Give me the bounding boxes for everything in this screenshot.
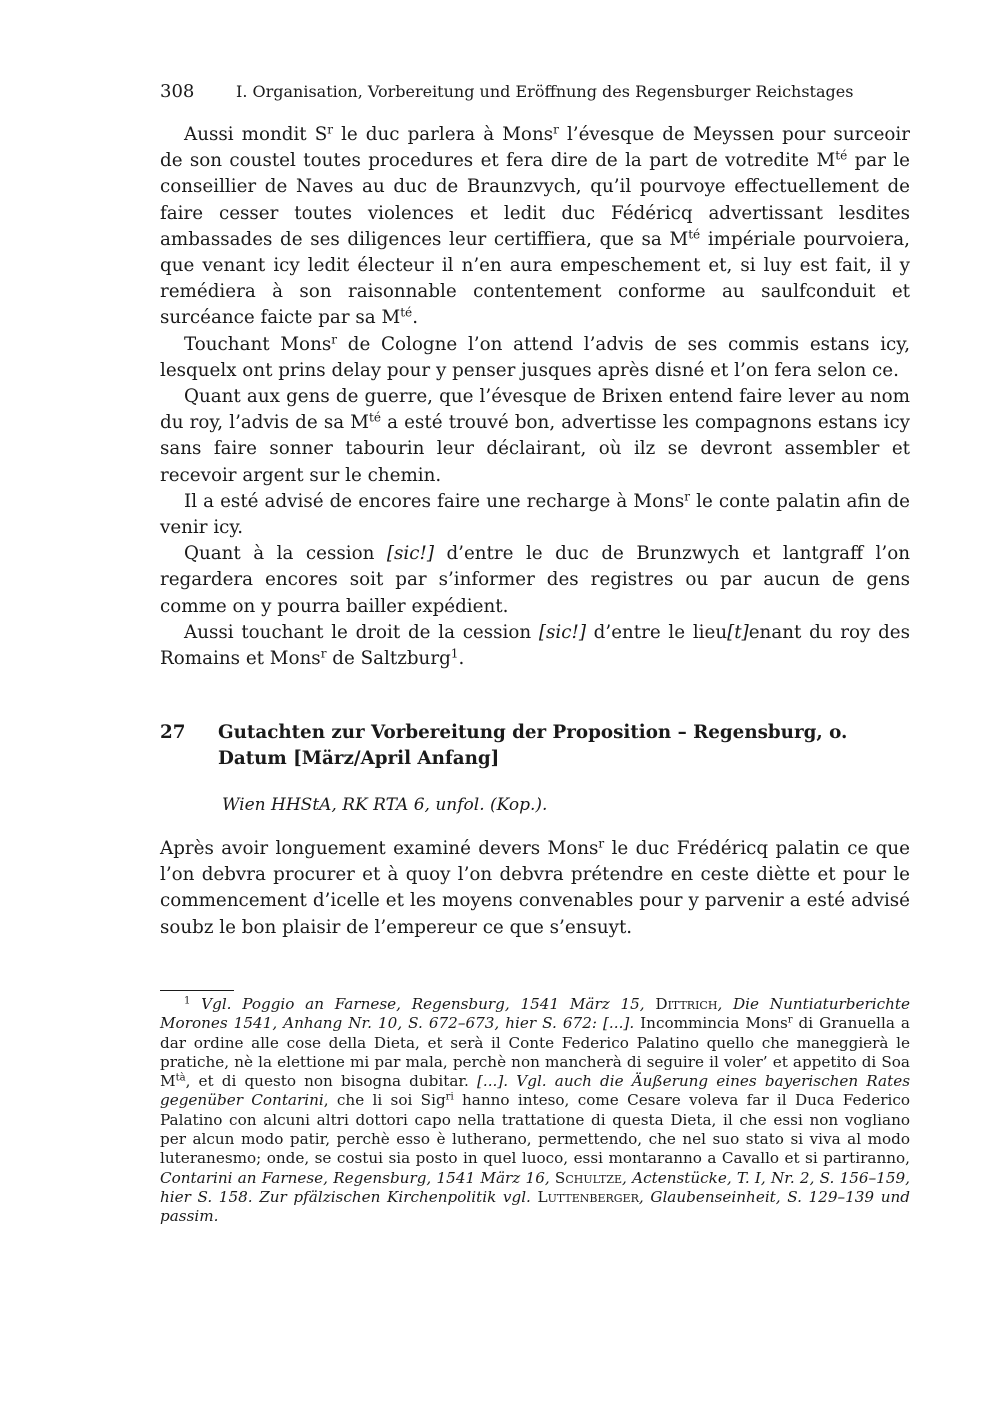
footnote: $^1$ Vgl. Poggio an Farnese, Regensburg, 1541 März 15, Dittrich, Die Nuntiaturberichte Morones 1541, Anhang Nr. 10, S. 672–673, hier S. 672: [...]. Incommincia Mons$^r$ di Granuella a dar ordine alle cose della Dieta, et serà il Conte Federico Palatino quello che maneggierà le pratiche, nè la elettione mi par mala, perchè non mancherà di seguire il voler’ et appetito di Soa $M^{tà}$, et di questo non bisogna dubitar. [...]. Vgl. auch die Äußerung eines bayerischen Rates gegenüber Contarini, che li soi Sig$^{ri}$ hanno inteso, come Cesare voleva far il Duca Federico Palatino con alcuni altri dottori capo nella trattatione di questa Dieta, il che essi non vogliano per alcun modo patir, perchè esso è lutherano, permettendo, che nel suo stato si viva al modo luteranesmo; onde, se costui sia posto in quel luoco, essi montaranno a Cavallo et si partiranno, Contarini an Farnese, Regensburg, 1541 März 16, Schultze, Actenstücke, T. I, Nr. 2, S. 156–159, hier S. 158. Zur pfälzischen Kirchenpolitik vgl. Luttenberger, Glaubenseinheit, S. 129–139 und passim.	[160, 995, 910, 1226]
section-heading	[160, 720, 910, 772]
document-page	[160, 0, 910, 1418]
section-number: 27	[160, 722, 186, 743]
paragraph: Il a esté advisé de encores faire une recharge à Mons$^r$ le conte palatin afin de venir icy.	[160, 489, 910, 539]
paragraph: Touchant Mons$^r$ de Cologne l’on attend l’advis de ses commis estans icy, lesquelx ont prins delay pour y penser jusques après disné et l’on fera selon ce.	[160, 331, 911, 381]
running-title: I. Organisation, Vorbereitung und Eröffnung des Regensburger Reichstages	[236, 82, 854, 101]
section-title: Gutachten zur Vorbereitung der Proposition – Regensburg, o. Datum [März/April Anfang]	[218, 722, 848, 769]
running-header	[160, 80, 910, 104]
paragraph: Après avoir longuement examiné devers Mons$^r$ le duc Frédéricq palatin ce que l’on debvra procurer et à quoy l’on debvra prétendre en ceste diètte et pour le commencement d’icelle et les moyens convenables pour y parvenir a esté advisé soubz le bon plaisir de l’empereur ce que s’ensuyt.	[160, 836, 910, 938]
footnote-rule	[160, 990, 234, 991]
footnote-marker: 1	[184, 995, 191, 1007]
paragraph: Quant aux gens de guerre, que l’évesque de Brixen entend faire lever au nom du roy, l’advis de sa $M^{té}$ a esté trouvé bon, advertisse les compagnons estans icy sans faire sonner tabourin leur déclairant, où ilz se devront assembler et recevoir argent sur le chemin.	[160, 386, 911, 486]
paragraph: Quant à la cession [sic!] d’entre le duc de Brunzwych et lantgraff l’on regardera encores soit par s’informer des registres ou par aucun de gens comme on y pourra bailler expédient.	[160, 543, 910, 617]
paragraph: Aussi mondit $S^r$ le duc parlera à Mons$^r$ l’évesque de Meyssen pour surceoir de son coustel toutes procedures et fera dire de la part de votredite $M^{té}$ par le conseillier de Naves au duc de Braunzvych, qu’il pourvoye effectuellement de faire cesser toutes violences et ledit duc Fédéricq advertissant lesdites ambassades de ses diligences leur certiffiera, que sa $M^{té}$ impériale pourvoiera, que venant icy ledit électeur il n’en aura empeschement et, si luy est fait, il y remédiera à son raisonnable contentement conforme au saulfconduit et surcéance faicte par sa $M^{té}$.	[160, 122, 910, 329]
body-text	[160, 122, 910, 672]
footnote-reference[interactable]: 1	[450, 646, 459, 661]
page-number: 308	[160, 81, 195, 102]
source-reference: Wien HHStA, RK RTA 6, unfol. (Kop.).	[222, 795, 548, 815]
section-intro	[160, 836, 910, 941]
paragraph: Aussi touchant le droit de la cession [sic!] d’entre le lieu[t]enant du roy des Romains et Mons$^r$ de Saltzburg$^1$.	[160, 621, 910, 670]
